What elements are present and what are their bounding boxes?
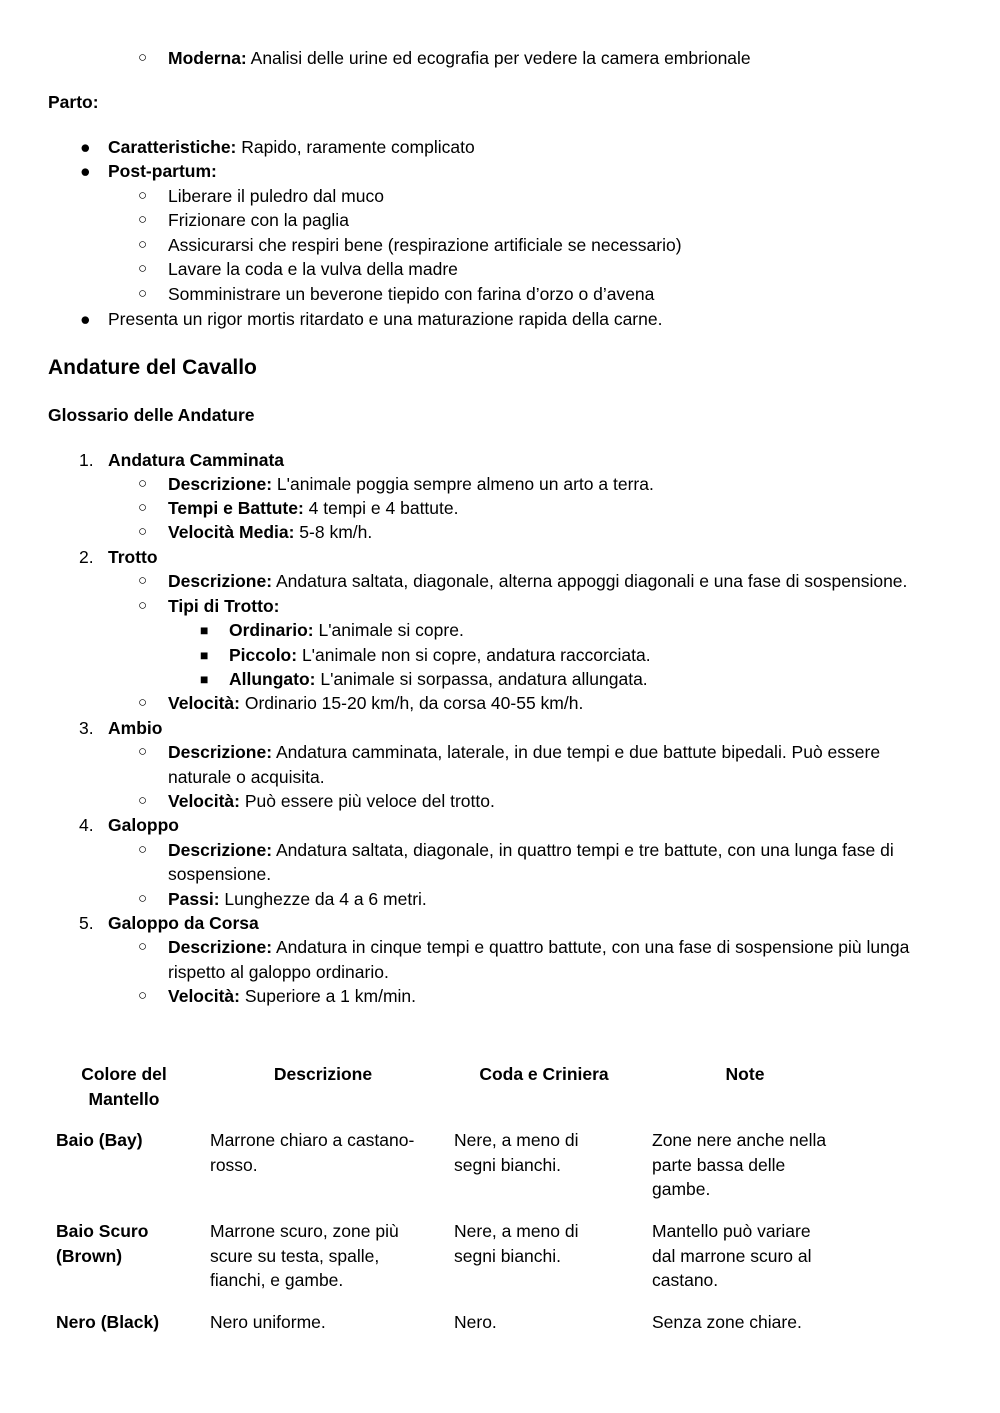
table-cell: Baio Scuro (Brown) — [56, 1221, 149, 1266]
list-item — [0, 838, 1000, 862]
postpartum-item: Somministrare un beverone tiepido con farina d’orzo o d’avena — [168, 284, 655, 304]
gait-name: Galoppo da Corsa — [108, 913, 259, 933]
field-text: sospensione. — [168, 864, 272, 884]
list-item — [0, 496, 1000, 520]
list-item — [0, 789, 1000, 813]
circle-bullet-icon: ○ — [138, 211, 148, 228]
list-item-continuation — [0, 765, 1000, 789]
field-label: Velocità Media: — [168, 522, 295, 542]
circle-bullet-icon: ○ — [138, 499, 148, 516]
moderna-text: Analisi delle urine ed ecografia per vedere la camera embrionale — [246, 48, 751, 68]
table-cell: Nero. — [454, 1312, 497, 1332]
table-cell: Nere, a meno di segni bianchi. — [454, 1221, 579, 1266]
field-text: L'animale poggia sempre almeno un arto a terra. — [272, 474, 654, 494]
field-label: Descrizione: — [168, 840, 273, 860]
field-text: Superiore a 1 km/min. — [239, 986, 417, 1006]
table-cell: Marrone chiaro a castano-rosso. — [210, 1130, 415, 1175]
bullet-icon: ● — [80, 309, 91, 329]
field-text: L'animale si copre. — [313, 620, 464, 640]
postpartum-item: Lavare la coda e la vulva della madre — [168, 259, 458, 279]
parto-heading: Parto: — [48, 92, 99, 112]
table-header: Coda e Criniera — [479, 1064, 609, 1084]
list-item — [0, 520, 1000, 544]
field-label: Tempi e Battute: — [168, 498, 304, 518]
field-label: Velocità: — [168, 986, 240, 1006]
table-cell: Marrone scuro, zone più scure su testa, spalle, fianchi, e gambe. — [210, 1221, 399, 1291]
gait-name: Galoppo — [108, 815, 179, 835]
table-cell: Nero uniforme. — [210, 1312, 326, 1332]
gait-item-3 — [0, 716, 1000, 740]
list-item — [0, 643, 1000, 667]
list-item — [0, 935, 1000, 959]
table-cell: Senza zone chiare. — [652, 1312, 802, 1332]
field-label: Descrizione: — [168, 742, 273, 762]
caratteristiche-line — [0, 135, 1000, 159]
circle-bullet-icon: ○ — [138, 236, 148, 253]
gait-name: Andatura Camminata — [108, 450, 285, 470]
field-text: Ordinario 15-20 km/h, da corsa 40-55 km/h. — [239, 693, 584, 713]
glossary-title: Glossario delle Andature — [48, 405, 255, 425]
circle-bullet-icon: ○ — [138, 572, 148, 589]
field-label: Ordinario: — [229, 620, 314, 640]
circle-bullet-icon: ○ — [138, 597, 148, 614]
gait-name: Trotto — [108, 547, 158, 567]
circle-bullet-icon: ○ — [138, 987, 148, 1004]
list-item — [0, 618, 1000, 642]
list-number: 2. — [79, 547, 94, 567]
table-header: Note — [725, 1064, 765, 1084]
circle-bullet-icon: ○ — [138, 260, 148, 277]
field-text: L'animale si sorpassa, andatura allungata. — [315, 669, 648, 689]
list-item — [0, 691, 1000, 715]
gait-item-2 — [0, 545, 1000, 569]
field-label: Descrizione: — [168, 571, 273, 591]
field-text: 5-8 km/h. — [294, 522, 373, 542]
list-item — [0, 887, 1000, 911]
field-text: Lunghezze da 4 a 6 metri. — [219, 889, 427, 909]
andature-title: Andature del Cavallo — [48, 356, 257, 379]
field-text: Andatura saltata, diagonale, alterna appoggi diagonali e una fase di sospensione. — [272, 571, 908, 591]
list-item — [0, 208, 1000, 232]
list-number: 3. — [79, 718, 94, 738]
circle-bullet-icon: ○ — [138, 475, 148, 492]
postpartum-item: Frizionare con la paglia — [168, 210, 349, 230]
postpartum-item: Liberare il puledro dal muco — [168, 186, 384, 206]
circle-bullet-icon: ○ — [138, 841, 148, 858]
field-label: Piccolo: — [229, 645, 298, 665]
rigor-text: Presenta un rigor mortis ritardato e una maturazione rapida della carne. — [108, 309, 663, 329]
list-item-continuation — [0, 862, 1000, 886]
caratteristiche-label: Caratteristiche: — [108, 137, 237, 157]
field-label: Descrizione: — [168, 937, 273, 957]
field-text: L'animale non si copre, andatura raccorciata. — [297, 645, 651, 665]
field-text: Andatura in cinque tempi e quattro battute, con una fase di sospensione più lunga — [272, 937, 910, 957]
list-item — [0, 667, 1000, 691]
circle-bullet-icon: ○ — [138, 694, 148, 711]
list-number: 1. — [79, 450, 94, 470]
list-number: 5. — [79, 913, 94, 933]
field-label: Tipi di Trotto: — [168, 596, 280, 616]
table-header: Colore del Mantello — [81, 1064, 167, 1109]
postpartum-item: Assicurarsi che respiri bene (respirazione artificiale se necessario) — [168, 235, 682, 255]
list-item-continuation — [0, 960, 1000, 984]
square-bullet-icon: ■ — [200, 622, 209, 638]
list-item — [0, 233, 1000, 257]
circle-bullet-icon: ○ — [138, 187, 148, 204]
circle-bullet-icon: ○ — [138, 792, 148, 809]
gait-item-1 — [0, 448, 1000, 472]
field-text: 4 tempi e 4 battute. — [303, 498, 459, 518]
bullet-icon: ● — [80, 161, 91, 181]
field-text: Andatura saltata, diagonale, in quattro tempi e tre battute, con una lunga fase di — [272, 840, 894, 860]
gait-name: Ambio — [108, 718, 163, 738]
list-item — [0, 984, 1000, 1008]
list-item — [0, 569, 1000, 593]
bullet-icon: ● — [80, 137, 91, 157]
list-item — [0, 282, 1000, 306]
field-label: Allungato: — [229, 669, 316, 689]
postpartum-line — [0, 159, 1000, 183]
circle-bullet-icon: ○ — [138, 743, 148, 760]
circle-bullet-icon: ○ — [138, 285, 148, 302]
circle-bullet-icon: ○ — [138, 523, 148, 540]
moderna-label: Moderna: — [168, 48, 247, 68]
moderna-line — [0, 46, 1000, 70]
field-label: Passi: — [168, 889, 220, 909]
table-cell: Baio (Bay) — [56, 1130, 143, 1150]
field-text: rispetto al galoppo ordinario. — [168, 962, 389, 982]
field-label: Descrizione: — [168, 474, 273, 494]
table-header: Descrizione — [273, 1064, 373, 1084]
table-cell: Zone nere anche nella parte bassa delle gambe. — [652, 1130, 827, 1200]
list-item — [0, 740, 1000, 764]
caratteristiche-text: Rapido, raramente complicato — [236, 137, 475, 157]
gait-item-4 — [0, 813, 1000, 837]
field-text: Andatura camminata, laterale, in due tempi e due battute bipedali. Può essere — [272, 742, 881, 762]
field-label: Velocità: — [168, 693, 240, 713]
table-cell: Nero (Black) — [56, 1312, 160, 1332]
field-label: Velocità: — [168, 791, 240, 811]
list-item — [0, 594, 1000, 618]
circle-bullet-icon: ○ — [138, 49, 148, 66]
square-bullet-icon: ■ — [200, 671, 209, 687]
postpartum-label: Post-partum: — [108, 161, 217, 181]
field-text: Può essere più veloce del trotto. — [239, 791, 495, 811]
square-bullet-icon: ■ — [200, 647, 209, 663]
rigor-line — [0, 307, 1000, 331]
list-item — [0, 472, 1000, 496]
field-text: naturale o acquisita. — [168, 767, 325, 787]
list-number: 4. — [79, 815, 94, 835]
list-item — [0, 184, 1000, 208]
table-cell: Nere, a meno di segni bianchi. — [454, 1130, 579, 1175]
list-item — [0, 257, 1000, 281]
gait-item-5 — [0, 911, 1000, 935]
table-cell: Mantello può variare dal marrone scuro al castano. — [652, 1221, 812, 1291]
circle-bullet-icon: ○ — [138, 890, 148, 907]
circle-bullet-icon: ○ — [138, 938, 148, 955]
